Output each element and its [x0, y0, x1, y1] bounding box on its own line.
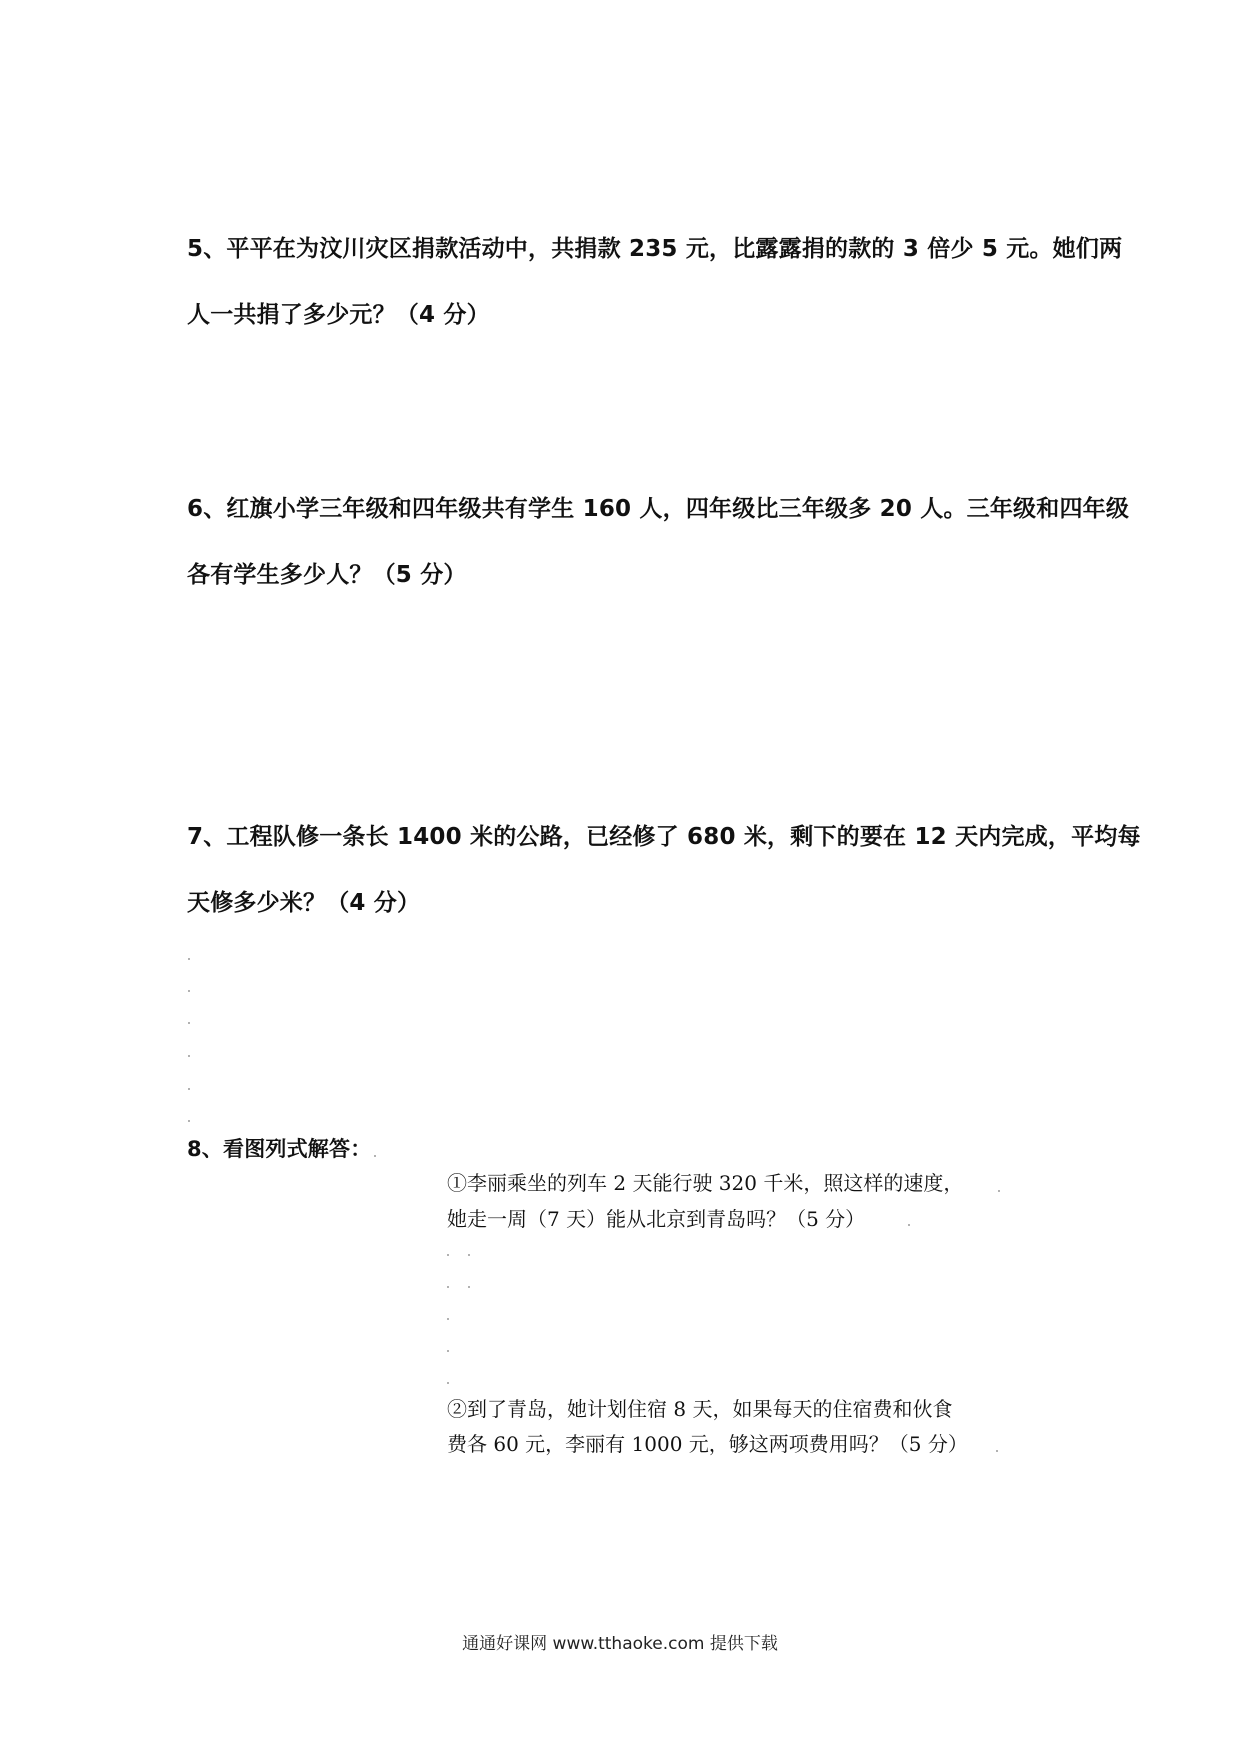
scan-dot: [188, 958, 190, 960]
scan-dot: [447, 1318, 449, 1320]
q8-sub1-line1: ①李丽乘坐的列车 2 天能行驶 320 千米，照这样的速度，: [447, 1171, 964, 1195]
scan-dot: [447, 1350, 449, 1352]
q5-line1: 5、平平在为汶川灾区捐款活动中，共捐款 235 元，比露露捐的款的 3 倍少 5 元。她们两: [187, 236, 1123, 262]
scan-dot: [998, 1190, 1000, 1192]
scan-dot: [447, 1382, 449, 1384]
scan-dot: [188, 1120, 190, 1122]
q8-sub1-line2: 她走一周（7 天）能从北京到青岛吗？（5 分）: [447, 1207, 866, 1231]
q6-line2: 各有学生多少人？（5 分）: [187, 562, 467, 588]
scan-dot: [188, 1088, 190, 1090]
scan-dot: [188, 1022, 190, 1024]
scan-dot: [447, 1286, 449, 1288]
scan-dot: [468, 1286, 470, 1288]
scan-dot: [468, 1254, 470, 1256]
q8-sub2-line1: ②到了青岛，她计划住宿 8 天，如果每天的住宿费和伙食: [447, 1397, 953, 1421]
q8-sub2-line2: 费各 60 元，李丽有 1000 元，够这两项费用吗？（5 分）: [447, 1432, 968, 1456]
scan-dot: [996, 1450, 998, 1452]
q5-line2: 人一共捐了多少元？（4 分）: [187, 302, 490, 328]
q7-line2: 天修多少米？（4 分）: [187, 890, 421, 916]
scan-dot: [188, 1055, 190, 1057]
scan-dot: [374, 1155, 376, 1157]
scan-dot: [447, 1254, 449, 1256]
scan-dot: [188, 990, 190, 992]
footer-text: 通通好课网 www.tthaoke.com 提供下载: [462, 1634, 778, 1654]
q6-line1: 6、红旗小学三年级和四年级共有学生 160 人，四年级比三年级多 20 人。三年级和四年级: [187, 496, 1130, 522]
q7-line1: 7、工程队修一条长 1400 米的公路，已经修了 680 米，剩下的要在 12 天内完成，平均每: [187, 824, 1141, 850]
q8-title: 8、看图列式解答：: [187, 1137, 372, 1161]
scan-dot: [908, 1224, 910, 1226]
